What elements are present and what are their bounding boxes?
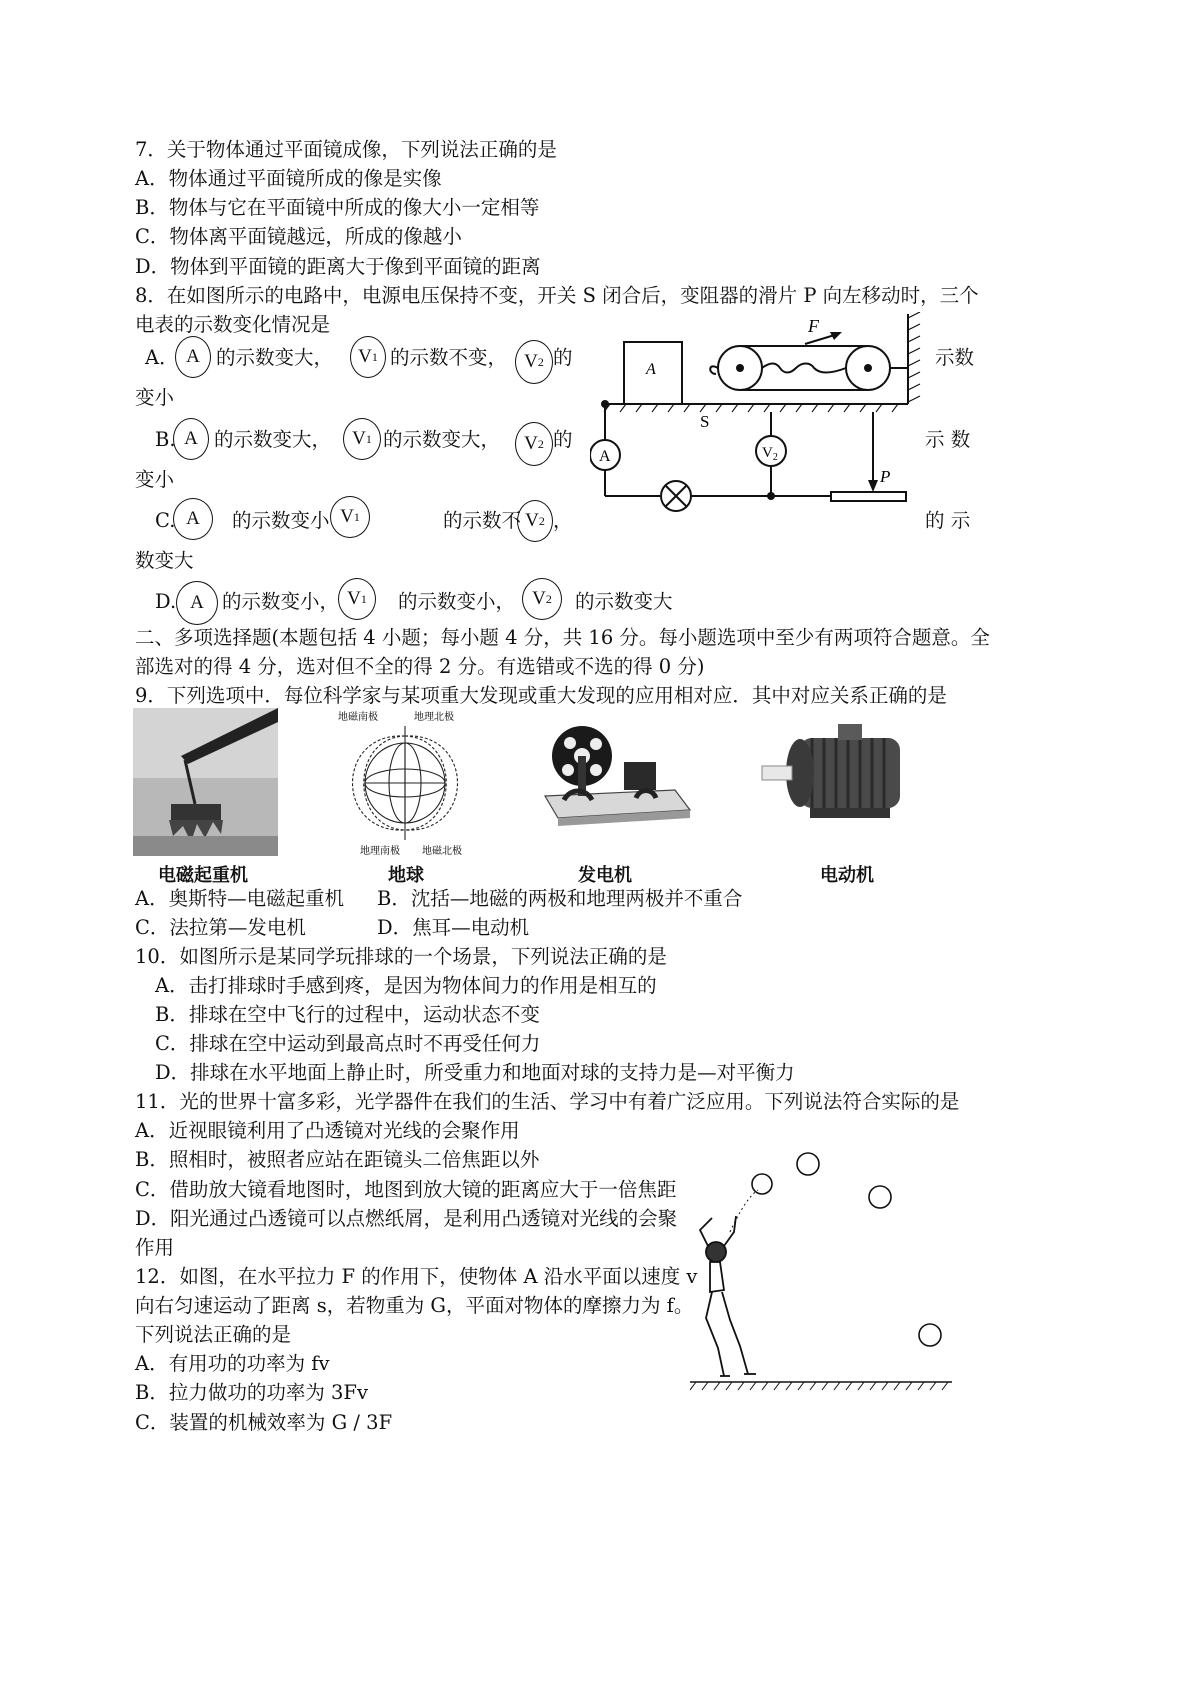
q8-option-a-tail: 示数 [935, 346, 975, 369]
slider-label: P [880, 467, 891, 486]
q8-option-a-text3: 的 [553, 346, 573, 369]
ammeter-symbol: A [175, 336, 211, 378]
q7-option-b: B．物体与它在平面镜中所成的像大小一定相等 [135, 196, 540, 219]
ammeter-label: A [599, 448, 611, 465]
q8-option-c-text3: ， [553, 509, 573, 532]
q9-option-c: C．法拉第—发电机 [135, 916, 306, 939]
voltmeter-1-symbol: V 1 [350, 336, 386, 378]
voltmeter-2-symbol: V 2 [515, 422, 553, 466]
q10-stem: 10．如图所示是某同学玩排球的一个场景，下列说法正确的是 [135, 945, 667, 968]
block-label: A [646, 361, 656, 378]
q8-option-b-letter: B. [155, 428, 176, 451]
q8-option-c-text1: 的示数变小 [232, 509, 330, 532]
caption-generator: 发电机 [578, 865, 632, 886]
q11-option-c: C．借助放大镜看地图时，地图到放大镜的距离应大于一倍焦距 [135, 1178, 677, 1201]
section2-intro-line1: 二、多项选择题(本题包括 4 小题；每小题 4 分，共 16 分。每小题选项中至少有两项符合题意。全 [135, 626, 990, 649]
q12-stem-line1: 12．如图，在水平拉力 F 的作用下，使物体 A 沿水平面以速度 v [135, 1265, 698, 1288]
q10-option-a: A．击打排球时手感到疼，是因为物体间力的作用是相互的 [155, 974, 657, 997]
q8-option-a-text2: 的示数不变， [390, 346, 508, 369]
q8-option-d-text2: 的示数变小， [398, 590, 516, 613]
q8-option-c-letter: C. [155, 509, 176, 532]
voltmeter-1-symbol: V 1 [338, 578, 376, 620]
voltmeter-1-symbol: V 1 [330, 496, 370, 538]
q8-circuit-figure [590, 312, 930, 517]
q8-option-b-tail: 示 数 [925, 428, 971, 451]
q8-option-d-text1: 的示数变小， [222, 590, 340, 613]
switch-label: S [700, 412, 710, 431]
q8-option-b-text2: 的示数变大， [383, 428, 501, 451]
q11-option-d-line1: D．阳光通过凸透镜可以点燃纸屑，是利用凸透镜对光线的会聚 [135, 1207, 678, 1230]
q7-option-a: A．物体通过平面镜所成的像是实像 [135, 167, 442, 190]
generator-image [540, 718, 695, 833]
earth-label-tl: 地磁南极 [338, 712, 378, 723]
q8-stem-line1: 8．在如图所示的电路中，电源电压保持不变，开关 S 闭合后，变阻器的滑片 P 向左移动时，三个 [135, 284, 979, 307]
q9-option-a: A．奥斯特—电磁起重机 [135, 887, 345, 910]
q8-option-c-text2: 的示数不 [443, 509, 522, 532]
q8-option-d-letter: D. [155, 590, 177, 613]
q10-option-b: B．排球在空中飞行的过程中，运动状态不变 [155, 1003, 540, 1026]
q11-option-a: A．近视眼镜利用了凸透镜对光线的会聚作用 [135, 1119, 520, 1142]
q8-option-a-wrap: 变小 [135, 386, 175, 409]
q10-option-d: D．排球在水平地面上静止时，所受重力和地面对球的支持力是—对平衡力 [155, 1061, 795, 1084]
q11-option-b: B．照相时，被照者应站在距镜头二倍焦距以外 [135, 1148, 540, 1171]
q9-stem: 9．下列选项中．每位科学家与某项重大发现或重大发现的应用相对应．其中对应关系正确的是 [135, 684, 947, 707]
earth-magnetic-field-image [330, 708, 480, 858]
voltmeter-label: $V_2$ [762, 445, 778, 463]
q8-option-b-wrap: 变小 [135, 468, 175, 491]
q8-option-a-letter: A． [145, 346, 179, 369]
earth-label-tr: 地理北极 [414, 712, 454, 723]
earth-label-bl: 地理南极 [360, 846, 400, 857]
caption-crane: 电磁起重机 [158, 865, 248, 886]
caption-motor: 电动机 [820, 865, 874, 886]
force-label: F [808, 316, 819, 336]
q11-stem: 11．光的世界十富多彩，光学器件在我们的生活、学习中有着广泛应用。下列说法符合实际的是 [135, 1090, 960, 1113]
q7-option-d: D．物体到平面镜的距离大于像到平面镜的距离 [135, 255, 541, 278]
voltmeter-1-symbol: V 1 [343, 418, 381, 460]
q8-option-c-wrap: 数变大 [135, 549, 194, 572]
q8-option-b-text1: 的示数变大， [214, 428, 332, 451]
ammeter-symbol: A [173, 498, 213, 540]
q12-stem-line2: 向右匀速运动了距离 s，若物重为 G，平面对物体的摩擦力为 f。 [135, 1294, 694, 1317]
q8-option-b-text3: 的 [553, 428, 573, 451]
voltmeter-2-symbol: V 2 [522, 578, 562, 620]
electromagnetic-crane-image [133, 708, 278, 856]
q10-option-c: C．排球在空中运动到最高点时不再受任何力 [155, 1032, 541, 1055]
q9-option-b: B．沈括—地磁的两极和地理两极并不重合 [377, 887, 743, 910]
q9-option-d: D．焦耳—电动机 [377, 916, 530, 939]
q12-option-c: C．装置的机械效率为 G / 3F [135, 1411, 393, 1434]
q8-stem-line2: 电表的示数变化情况是 [135, 313, 331, 336]
earth-label-br: 地磁北极 [422, 846, 462, 857]
q11-option-d-line2: 作用 [135, 1236, 175, 1259]
voltmeter-2-symbol: V 2 [517, 500, 553, 542]
ammeter-symbol: A [176, 581, 218, 625]
q8-option-c-tail: 的 示 [925, 509, 971, 532]
q7-option-c: C．物体离平面镜越远，所成的像越小 [135, 225, 462, 248]
electric-motor-image [760, 718, 920, 828]
q12-option-b: B．拉力做功的功率为 3Fv [135, 1381, 368, 1404]
q12-option-a: A．有用功的功率为 fv [135, 1352, 330, 1375]
voltmeter-2-symbol: V 2 [515, 340, 553, 384]
volleyball-player-figure [690, 1150, 955, 1395]
q7-stem: 7．关于物体通过平面镜成像，下列说法正确的是 [135, 138, 557, 161]
q8-option-d-text3: 的示数变大 [575, 590, 673, 613]
q12-stem-line3: 下列说法正确的是 [135, 1323, 292, 1346]
section2-intro-line2: 部选对的得 4 分，选对但不全的得 2 分。有选错或不选的得 0 分) [135, 655, 705, 678]
caption-earth: 地球 [388, 865, 424, 886]
q8-option-a-text1: 的示数变大， [216, 346, 334, 369]
ammeter-symbol: A [173, 418, 209, 460]
